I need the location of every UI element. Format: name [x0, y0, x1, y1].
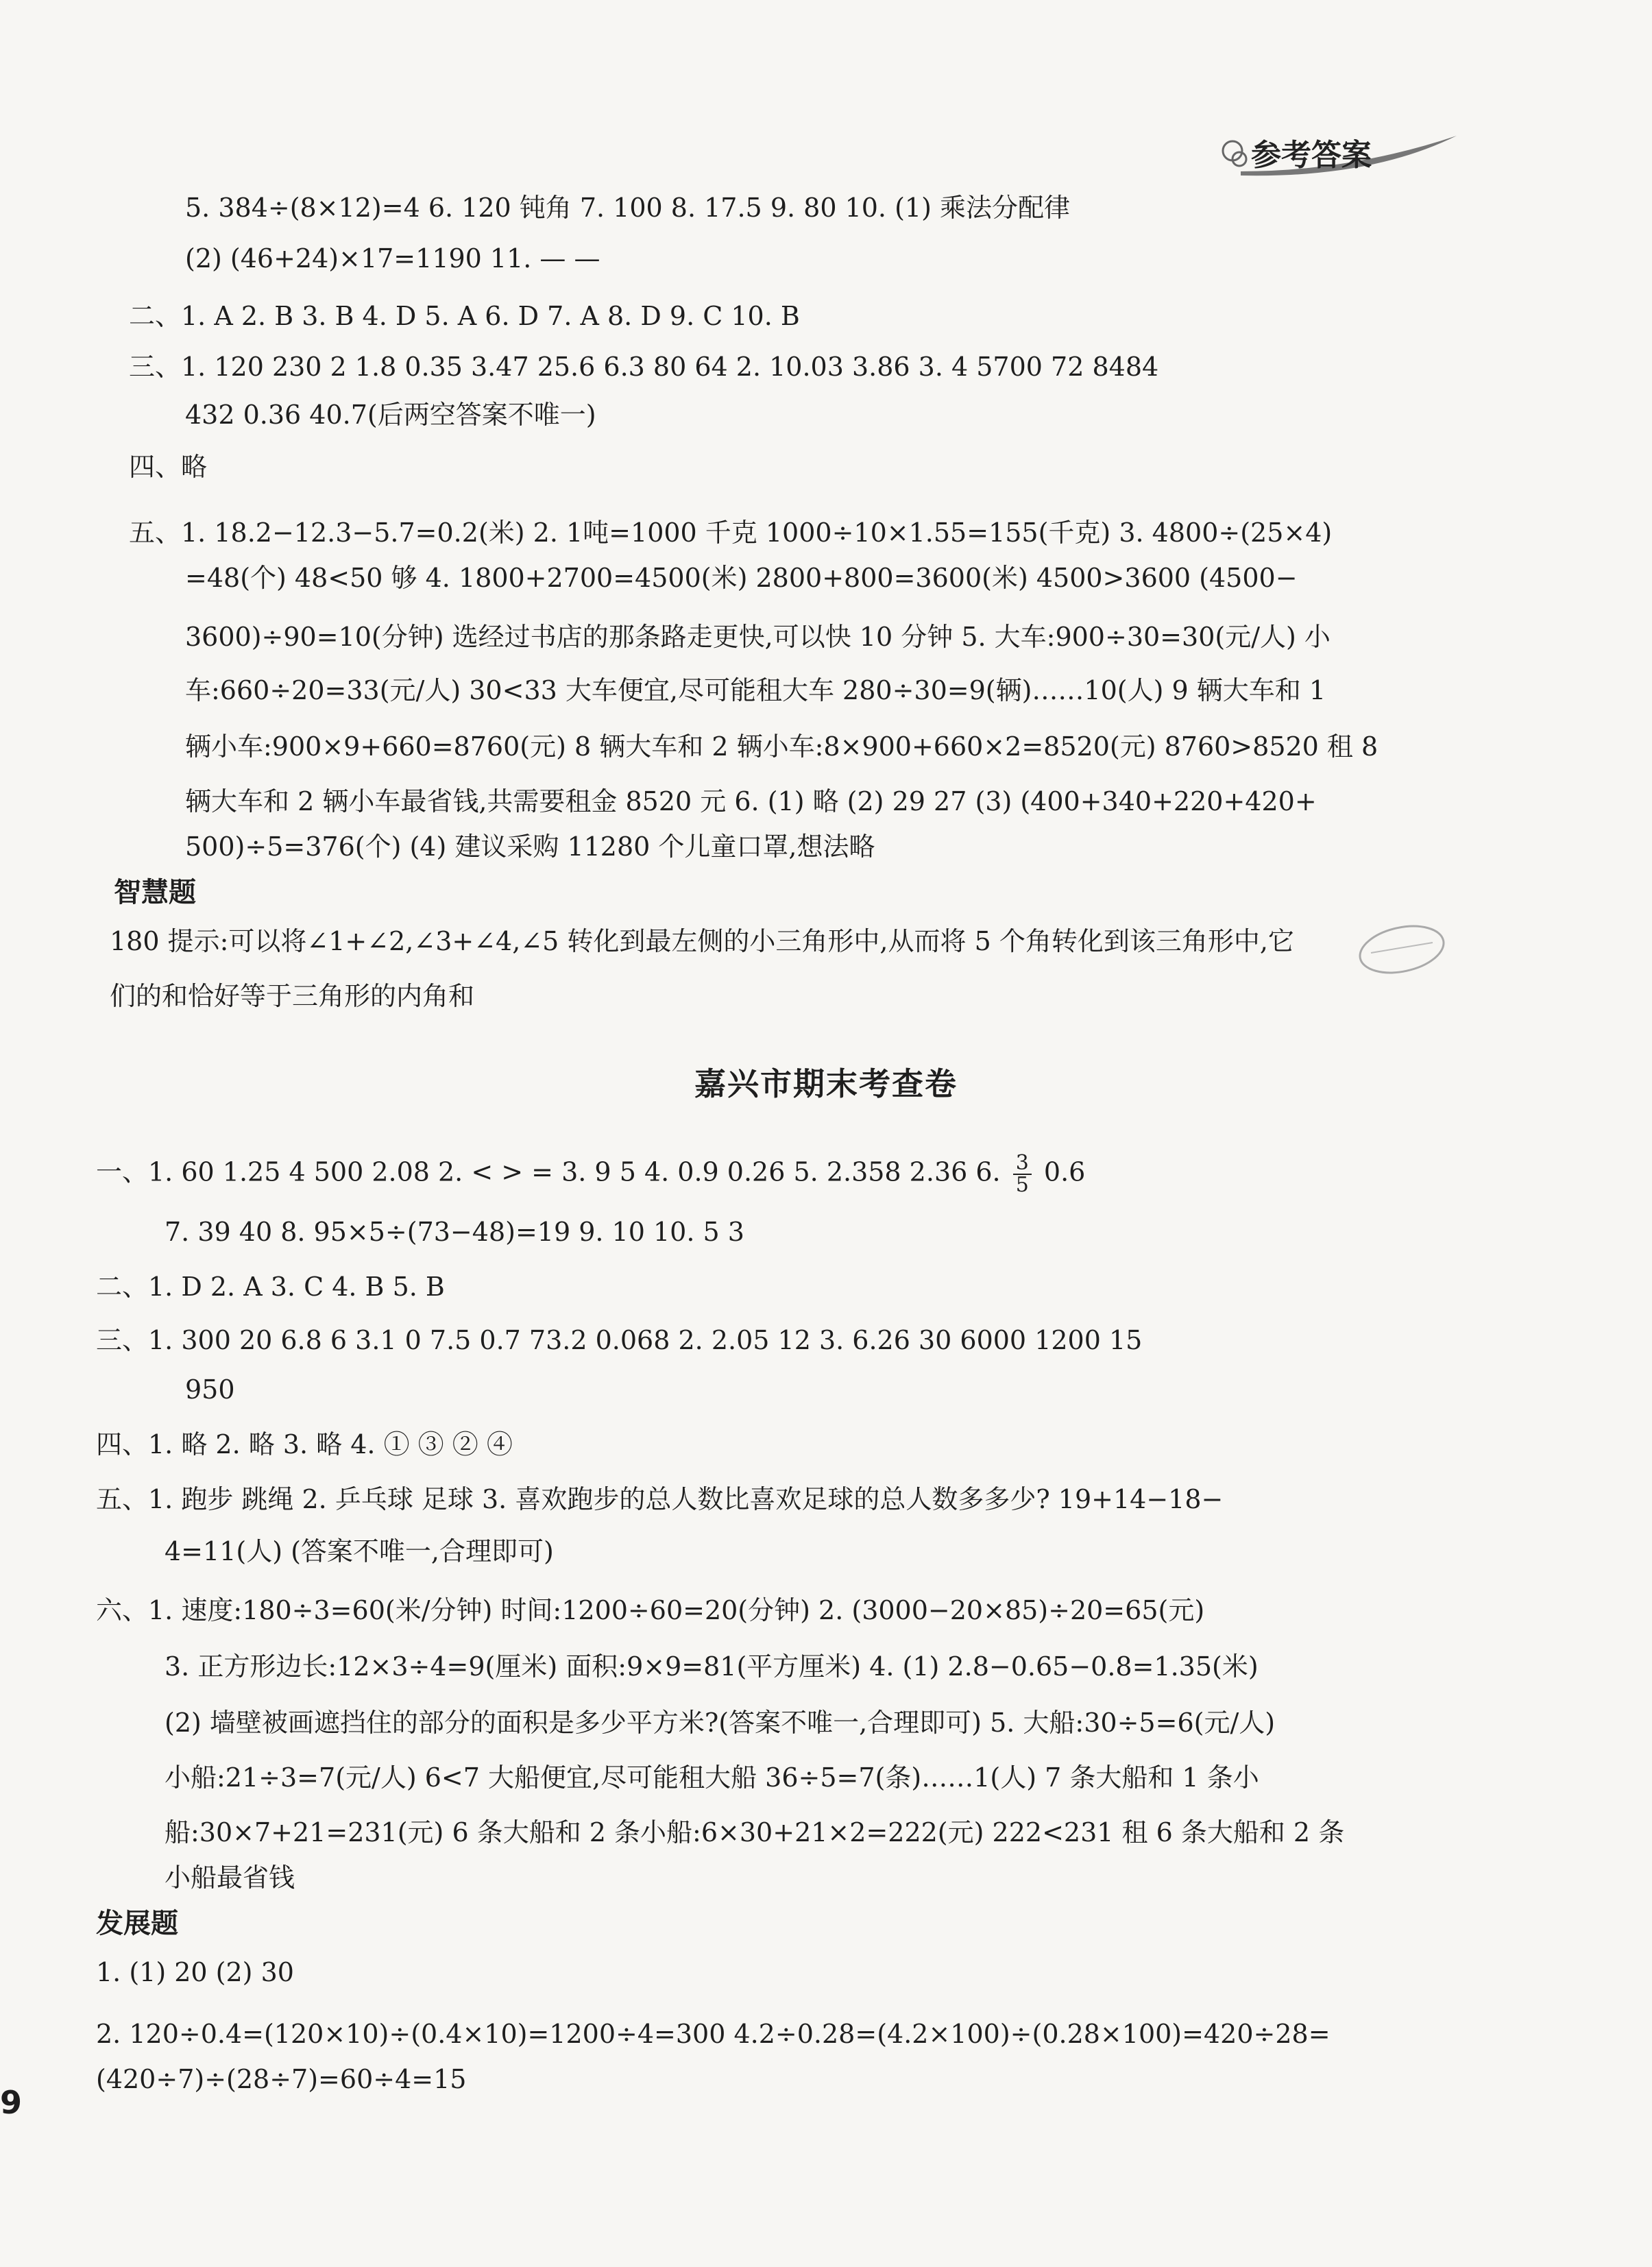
answer-line: 5. 384÷(8×12)=4 6. 120 钝角 7. 100 8. 17.5 9. 80 10. (1) 乘法分配律 — [185, 193, 1070, 223]
answer-line: 四、1. 略 2. 略 3. 略 4. ① ③ ② ④ — [96, 1429, 513, 1459]
answer-line: 3. 正方形边长:12×3÷4=9(厘米) 面积:9×9=81(平方厘米) 4. (1) 2.8−0.65−0.8=1.35(米) — [165, 1651, 1259, 1682]
answer-line: 950 — [185, 1374, 235, 1405]
answer-line: 六、1. 速度:180÷3=60(米/分钟) 时间:1200÷60=20(分钟) 2. (3000−20×85)÷20=65(元) — [96, 1595, 1205, 1625]
stamp-icon — [1350, 919, 1453, 980]
page-number: 9 — [0, 2084, 23, 2121]
answer-text: 0.6 — [1043, 1156, 1086, 1187]
fraction-numerator: 3 — [1013, 1153, 1032, 1175]
answer-line: 三、1. 300 20 6.8 6 3.1 0 7.5 0.7 73.2 0.068 2. 2.05 12 3. 6.26 30 6000 1200 15 — [96, 1325, 1143, 1355]
fraction-denominator: 5 — [1015, 1173, 1029, 1197]
exam-title: 嘉兴市期末考查卷 — [694, 1065, 958, 1102]
answer-line: 小船:21÷3=7(元/人) 6<7 大船便宜,尽可能租大船 36÷5=7(条)……1(人) 7 条大船和 1 条小 — [165, 1762, 1259, 1793]
answer-line: 180 提示:可以将∠1+∠2,∠3+∠4,∠5 转化到最左侧的小三角形中,从而将 5 个角转化到该三角形中,它 — [110, 926, 1294, 956]
answer-line: 辆大车和 2 辆小车最省钱,共需要租金 8520 元 6. (1) 略 (2) 29 27 (3) (400+340+220+420+ — [185, 786, 1317, 816]
answer-text: 一、1. 60 1.25 4 500 2.08 2. < > = 3. 9 5 4. 0.9 0.26 5. 2.358 2.36 6. — [96, 1156, 1001, 1187]
fraction — [1013, 1153, 1032, 1196]
answer-line: (2) (46+24)×17=1190 11. — — — [185, 243, 600, 274]
answer-line: =48(个) 48<50 够 4. 1800+2700=4500(米) 2800+800=3600(米) 4500>3600 (4500− — [185, 563, 1298, 593]
answer-line — [96, 1153, 1085, 1196]
answer-line: 7. 39 40 8. 95×5÷(73−48)=19 9. 10 10. 5 3 — [165, 1217, 744, 1247]
answer-line: 1. (1) 20 (2) 30 — [96, 1957, 294, 1987]
answer-line: 们的和恰好等于三角形的内角和 — [110, 981, 475, 1011]
answer-line: 车:660÷20=33(元/人) 30<33 大车便宜,尽可能租大车 280÷30=9(辆)……10(人) 9 辆大车和 1 — [185, 675, 1326, 705]
answer-line: 三、1. 120 230 2 1.8 0.35 3.47 25.6 6.3 80 64 2. 10.03 3.86 3. 4 5700 72 8484 — [129, 352, 1159, 382]
answer-line: 小船最省钱 — [165, 1863, 295, 1893]
answer-line: (2) 墙壁被画遮挡住的部分的面积是多少平方米?(答案不唯一,合理即可) 5. 大船:30÷5=6(元/人) — [165, 1708, 1276, 1738]
answer-line: 二、1. D 2. A 3. C 4. B 5. B — [96, 1272, 445, 1302]
answer-line: 3600)÷90=10(分钟) 选经过书店的那条路走更快,可以快 10 分钟 5. 大车:900÷30=30(元/人) 小 — [185, 622, 1331, 652]
answer-line: 432 0.36 40.7(后两空答案不唯一) — [185, 400, 596, 430]
answer-line: 船:30×7+21=231(元) 6 条大船和 2 条小船:6×30+21×2=222(元) 222<231 租 6 条大船和 2 条 — [165, 1817, 1345, 1847]
answer-line: 五、1. 跑步 跳绳 2. 乒乓球 足球 3. 喜欢跑步的总人数比喜欢足球的总人数多多少? 19+14−18− — [96, 1484, 1224, 1514]
answer-line: 辆小车:900×9+660=8760(元) 8 辆大车和 2 辆小车:8×900+660×2=8520(元) 8760>8520 租 8 — [185, 731, 1378, 762]
answer-line: 四、略 — [129, 452, 208, 482]
answer-line: 二、1. A 2. B 3. B 4. D 5. A 6. D 7. A 8. D 9. C 10. B — [129, 301, 800, 331]
answer-line: 4=11(人) (答案不唯一,合理即可) — [165, 1536, 554, 1566]
answer-line: (420÷7)÷(28÷7)=60÷4=15 — [96, 2064, 467, 2094]
answer-line: 2. 120÷0.4=(120×10)÷(0.4×10)=1200÷4=300 4.2÷0.28=(4.2×100)÷(0.28×100)=420÷28= — [96, 2019, 1331, 2049]
header-label: 参考答案 — [1251, 138, 1372, 173]
wisdom-heading: 智慧题 — [114, 877, 196, 908]
development-heading: 发展题 — [96, 1908, 178, 1939]
answer-line: 500)÷5=376(个) (4) 建议采购 11280 个儿童口罩,想法略 — [185, 832, 875, 862]
answer-line: 五、1. 18.2−12.3−5.7=0.2(米) 2. 1吨=1000 千克 1000÷10×1.55=155(千克) 3. 4800÷(25×4) — [129, 518, 1333, 548]
